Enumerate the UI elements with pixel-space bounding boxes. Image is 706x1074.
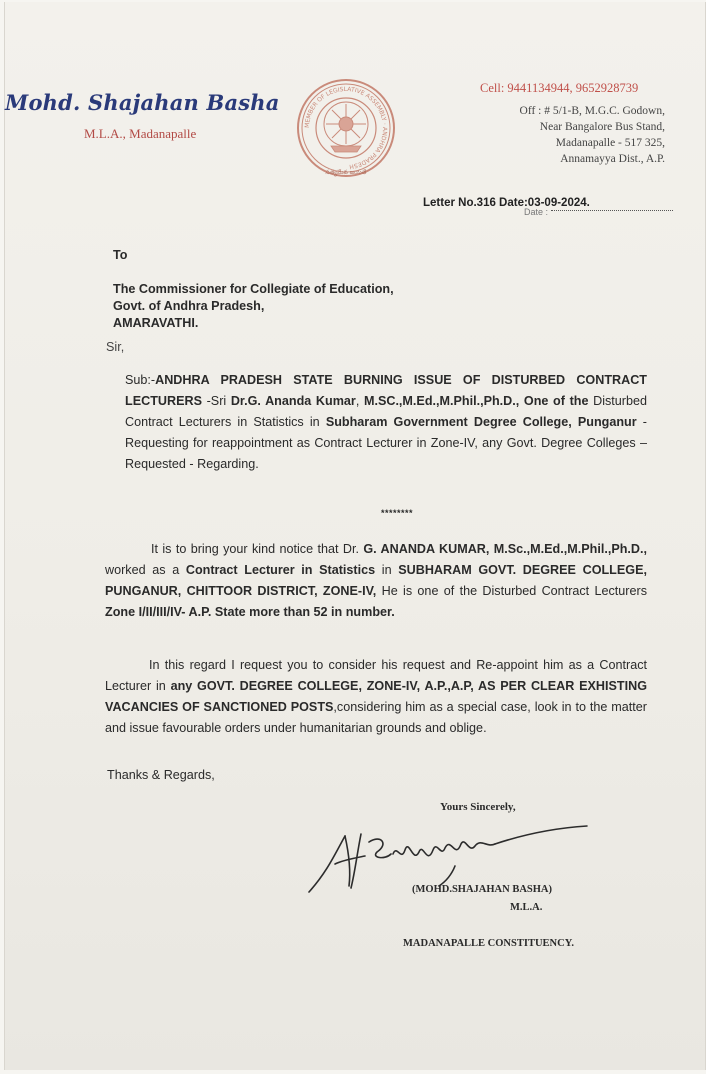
mla-title: M.L.A., Madanapalle	[84, 126, 197, 141]
thanks-regards: Thanks & Regards,	[107, 768, 215, 782]
subject-text: ,	[355, 394, 364, 408]
subject-text: Disturbed Contract Lecturers in Statistics in	[125, 394, 648, 429]
seal-ring-text: MEMBER OF LEGISLATIVE ASSEMBLY · ANDHRA PRADESH	[303, 85, 389, 170]
body-text: worked as a	[105, 563, 186, 577]
subject-text: - Requesting for reappointment as Contract Lecturer in Zone-IV, any Govt. Degree Colleges – Requested - Regarding.	[125, 415, 647, 471]
subject-candidate: Dr.G. Ananda Kumar	[230, 394, 356, 408]
subject-text: -Sri	[201, 394, 231, 408]
yours-sincerely: Yours Sincerely,	[440, 801, 516, 813]
body-paragraph-1	[105, 539, 647, 623]
signatory-designation: M.L.A.	[510, 902, 543, 913]
subject-heading: ANDHRA PRADESH STATE BURNING ISSUE OF DISTURBED CONTRACT LECTURERS	[125, 373, 647, 408]
date-dotted-line	[551, 210, 673, 211]
subject-qualification: M.SC.,M.Ed.,M.Phil.,Ph.D., One of the	[363, 394, 589, 408]
seal-caption: సత్యమేవ జయతే	[325, 169, 367, 176]
body-text: In this regard I request you to consider his request and Re-appoint him as a Contract Lecturer in	[105, 658, 647, 693]
letter-sheet	[4, 2, 706, 1070]
cell-numbers: Cell: 9441134944, 9652928739	[480, 81, 639, 95]
body-paragraph-2	[105, 655, 647, 739]
addressee-line: AMARAVATHI.	[113, 316, 199, 330]
subject-paragraph	[125, 370, 647, 475]
mla-name: Mohd. Shajahan Basha	[5, 90, 280, 115]
body-text: He is one of the Disturbed Contract Lecturers	[376, 584, 647, 598]
salutation: Sir,	[106, 340, 125, 354]
date-label: Date :	[524, 207, 549, 217]
address-line: Annamayya Dist., A.P.	[560, 153, 665, 165]
separator-stars: ********	[381, 508, 414, 518]
zone-count: Zone I/II/III/IV- A.P. State more than 52 in number.	[105, 605, 395, 619]
address-line: Near Bangalore Bus Stand,	[539, 121, 665, 133]
state-emblem-seal	[295, 74, 397, 182]
addressee-line: Govt. of Andhra Pradesh,	[113, 299, 265, 313]
signatory-name: (MOHD.SHAJAHAN BASHA)	[412, 884, 553, 895]
addressee-line: The Commissioner for Collegiate of Education,	[113, 282, 394, 296]
body-text: It is to bring your kind notice that Dr.	[151, 542, 364, 556]
post-title: Contract Lecturer in Statistics	[185, 563, 376, 577]
letter-number-date: Letter No.316 Date:03-09-2024.	[423, 197, 590, 209]
to-label: To	[113, 248, 128, 262]
subject-prefix: Sub:-	[125, 373, 156, 387]
college-name: SUBHARAM GOVT. DEGREE COLLEGE, PUNGANUR, CHITTOOR DISTRICT, ZONE-IV,	[105, 563, 647, 598]
request-detail: any GOVT. DEGREE COLLEGE, ZONE-IV, A.P.,A.P, AS PER CLEAR EXHISTING VACANCIES OF SANCTIONED POSTS	[105, 679, 647, 714]
address-line: Off : # 5/1-B, M.G.C. Godown,	[519, 105, 665, 117]
candidate-name: G. ANANDA KUMAR, M.Sc.,M.Ed.,M.Phil.,Ph.D.,	[363, 542, 647, 556]
body-text: ,considering him as a special case, look in to the matter and issue favourable orders under humanitarian grounds and oblige.	[105, 700, 647, 735]
address-line: Madanapalle - 517 325,	[555, 137, 665, 149]
office-address	[520, 103, 665, 167]
signatory-constituency: MADANAPALLE CONSTITUENCY.	[403, 938, 574, 949]
subject-college: Subharam Government Degree College, Punganur	[325, 415, 637, 429]
body-text: in	[375, 563, 399, 577]
addressee-block	[113, 281, 394, 332]
